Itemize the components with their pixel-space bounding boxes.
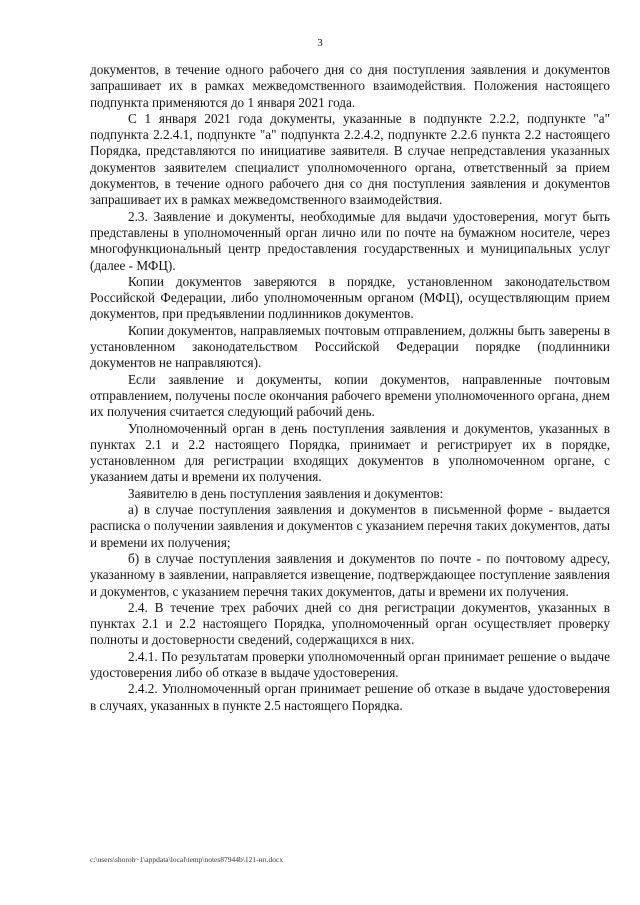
paragraph: С 1 января 2021 года документы, указанные в подпункте 2.2.2, подпункте "а" подпункта 2.2.4.1, подпункте "а" подпункта 2.2.4.2, подпункте 2.2.6 пункта 2.2 настоящего Порядка, представляются по инициативе заявителя. В случае непредставления указанных документов заявителем специалист уполномоченного органа, ответственный за прием документов, в течение одного рабочего дня со дня поступления заявления и документов запрашивает их в рамках межведомственного взаимодействия. [90,110,610,208]
document-body [90,62,610,714]
paragraph: Уполномоченный орган в день поступления заявления и документов, указанных в пунктах 2.1 и 2.2 настоящего Порядка, принимает и регистрирует их в порядке, установленном для регистрации входящих документов в уполномоченном органе, с указанием даты и времени их получения. [90,420,610,485]
paragraph: документов, в течение одного рабочего дня со дня поступления заявления и документов запрашивает их в рамках межведомственного взаимодействия. Положения настоящего подпункта применяются до 1 января 2021 года. [90,62,610,110]
paragraph: а) в случае поступления заявления и документов в письменной форме - выдается расписка о получении заявления и документов с указанием перечня таких документов, даты и времени их получения; [90,502,610,550]
paragraph: Копии документов заверяются в порядке, установленном законодательством Российской Федерации, либо уполномоченным органом (МФЦ), осуществляющим прием документов, при предъявлении подлинников документов. [90,273,610,322]
paragraph: 2.4.1. По результатам проверки уполномоченный орган принимает решение о выдаче удостоверения либо об отказе в выдаче удостоверения. [90,648,610,680]
paragraph: 2.4.2. Уполномоченный орган принимает решение об отказе в выдаче удостоверения в случаях, указанных в пункте 2.5 настоящего Порядка. [90,681,610,713]
file-path-footer: c:\users\shoroh~1\appdata\local\temp\notes87944b\121-нп.docx [90,855,284,864]
paragraph: б) в случае поступления заявления и документов по почте - по почтовому адресу, указанному в заявлении, направляется извещение, подтверждающее поступление заявления и документов, с указанием перечня таких документов, даты и времени их получения. [90,550,610,599]
page-number: 3 [317,37,323,49]
paragraph: Копии документов, направляемых почтовым отправлением, должны быть заверены в установленном законодательством Российской Федерации порядке (подлинники документов не направляются). [90,322,610,371]
paragraph: Если заявление и документы, копии документов, направленные почтовым отправлением, получены после окончания рабочего времени уполномоченного органа, днем их получения считается следующий рабочий день. [90,371,610,420]
paragraph: Заявителю в день поступления заявления и документов: [128,485,444,501]
paragraph: 2.4. В течение трех рабочих дней со дня регистрации документов, указанных в пунктах 2.1 и 2.2 настоящего Порядка, уполномоченный орган осуществляет проверку полноты и достоверности сведений, содержащихся в них. [90,599,610,648]
paragraph: 2.3. Заявление и документы, необходимые для выдачи удостоверения, могут быть представлены в уполномоченный орган лично или по почте на бумажном носителе, через многофункциональный центр предоставления государственных и муниципальных услуг (далее - МФЦ). [90,208,610,273]
